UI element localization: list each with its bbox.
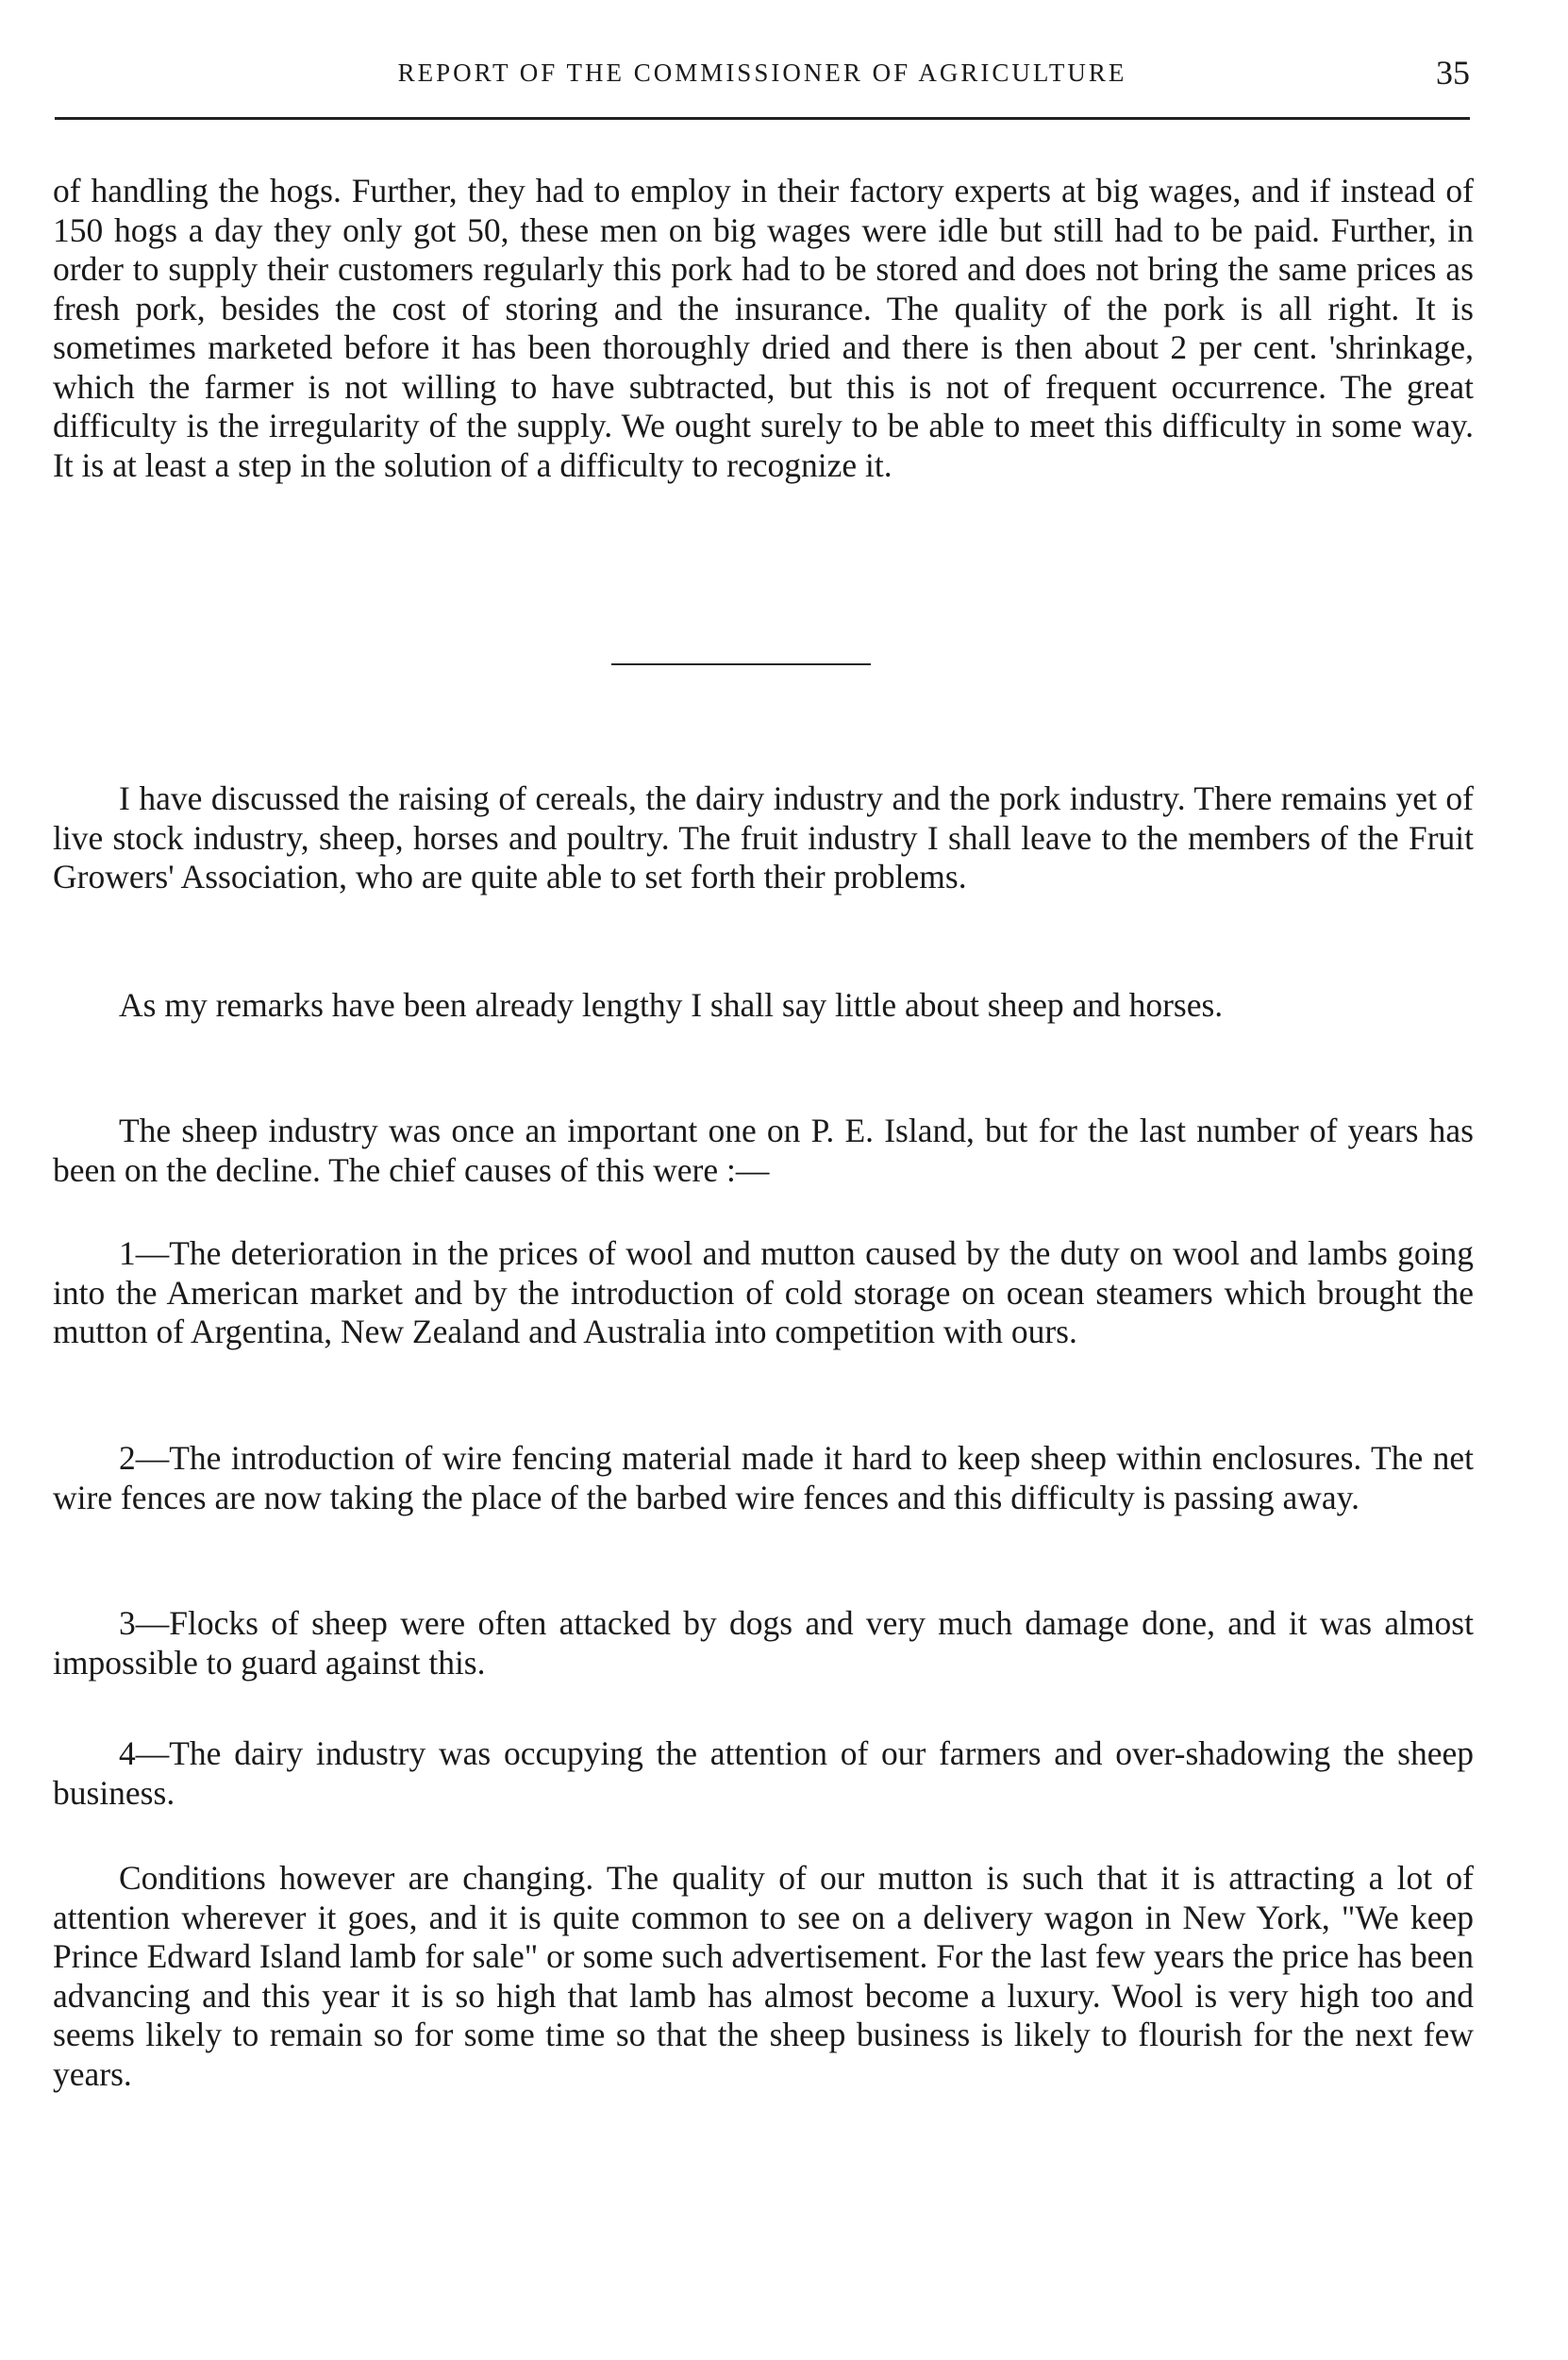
paragraph-remarks-lengthy: As my remarks have been already lengthy I shall say little about sheep and horses. xyxy=(119,986,1224,1024)
list-item-cause-3: 3—Flocks of sheep were often attacked by dogs and very much damage done, and it was almost impossible to guard against this. xyxy=(53,1604,1474,1682)
list-item-cause-2: 2—The introduction of wire fencing material made it hard to keep sheep within enclosures. The net wire fences are now taking the place of the barbed wire fences and this difficulty is passing away. xyxy=(53,1439,1474,1516)
page-number: 35 xyxy=(1436,54,1470,92)
running-head: REPORT OF THE COMMISSIONER OF AGRICULTURE xyxy=(397,59,1127,87)
paragraph-hog-handling: of handling the hogs. Further, they had to employ in their factory experts at big wages, and if instead of 150 hogs a day they only got 50, these men on big wages were idle but still had to be paid. Further, in order to supply their customers regularly this pork had to be stored and does not bring the same prices as fresh pork, besides the cost of storing and the insurance. The quality of the pork is all right. It is sometimes marketed before it has been thoroughly dried and there is then about 2 per cent. 'shrinkage, which the farmer is not willing to have subtracted, but this is not of frequent occurrence. The great difficulty is the irregularity of the supply. We ought surely to be able to meet this difficulty in some way. It is at least a step in the solution of a difficulty to recognize it. xyxy=(53,172,1474,484)
paragraph-sheep-industry: The sheep industry was once an important one on P. E. Island, but for the last number of years has been on the decline. The chief causes of this were :— xyxy=(53,1112,1474,1189)
page-header xyxy=(55,53,1470,100)
list-item-cause-1: 1—The deterioration in the prices of wool and mutton caused by the duty on wool and lambs going into the American market and by the introduction of cold storage on ocean steamers which brought the mutton of Argentina, New Zealand and Australia into competition with ours. xyxy=(53,1234,1474,1350)
section-divider xyxy=(611,663,871,665)
header-rule xyxy=(55,117,1470,120)
paragraph-conditions-changing: Conditions however are changing. The quality of our mutton is such that it is attracting a lot of attention wherever it goes, and it is quite common to see on a delivery wagon in New York, "We keep Prince Edward Island lamb for sale" or some such advertisement. For the last few years the price has been advancing and this year it is so high that lamb has almost become a luxury. Wool is very high too and seems likely to remain so for some time so that the sheep business is likely to flourish for the next few years. xyxy=(53,1859,1474,2093)
paragraph-industries-discussed: I have discussed the raising of cereals, the dairy industry and the pork industry. There remains yet of live stock industry, sheep, horses and poultry. The fruit industry I shall leave to the members of the Fruit Growers' Association, who are quite able to set forth their problems. xyxy=(53,779,1474,895)
list-item-cause-4: 4—The dairy industry was occupying the attention of our farmers and over-shadowing the sheep business. xyxy=(53,1734,1474,1812)
